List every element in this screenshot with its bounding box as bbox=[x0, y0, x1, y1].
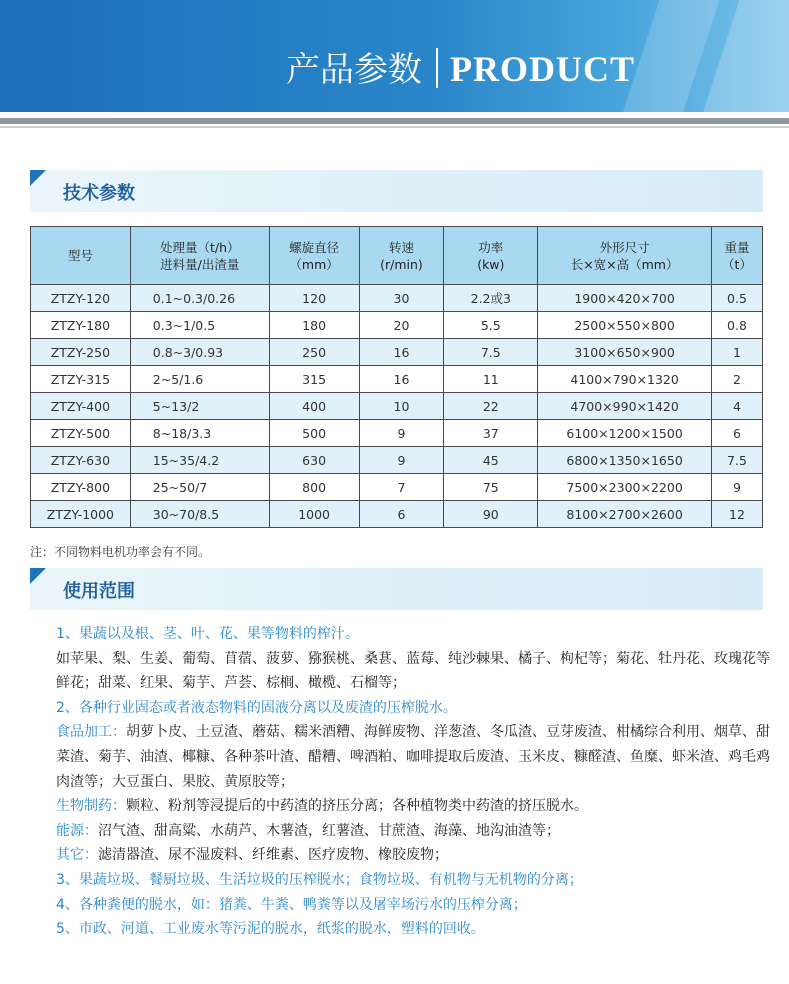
table-cell: 3100×650×900 bbox=[538, 339, 712, 366]
column-header: 处理量（t/h） 进料量/出渣量 bbox=[130, 227, 269, 285]
table-cell: 6 bbox=[712, 420, 763, 447]
table-cell: 120 bbox=[269, 285, 359, 312]
table-row bbox=[31, 339, 763, 366]
table-cell: 2500×550×800 bbox=[538, 312, 712, 339]
table-cell: 500 bbox=[269, 420, 359, 447]
table-row bbox=[31, 366, 763, 393]
energy-label: 能源： bbox=[56, 822, 98, 839]
table-cell: 30 bbox=[359, 285, 444, 312]
table-cell: 20 bbox=[359, 312, 444, 339]
table-row bbox=[31, 393, 763, 420]
table-row bbox=[31, 474, 763, 501]
table-body bbox=[31, 285, 763, 528]
usage-item-2: 2、各种行业固态或者液态物料的固液分离以及废渣的压榨脱水。 bbox=[56, 699, 457, 716]
table-cell: 0.1~0.3/0.26 bbox=[130, 285, 269, 312]
table-cell: 7500×2300×2200 bbox=[538, 474, 712, 501]
table-cell: 8~18/3.3 bbox=[130, 420, 269, 447]
table-cell: 4100×790×1320 bbox=[538, 366, 712, 393]
table-cell: 5.5 bbox=[444, 312, 538, 339]
usage-item-1: 1、果蔬以及根、茎、叶、花、果等物料的榨汁。 bbox=[56, 626, 359, 642]
table-cell: 4700×990×1420 bbox=[538, 393, 712, 420]
column-header: 重量 （t） bbox=[712, 227, 763, 285]
table-header-row bbox=[31, 227, 763, 285]
usage-section-title: 使用范围 bbox=[63, 581, 135, 602]
table-cell: 250 bbox=[269, 339, 359, 366]
table-cell: 800 bbox=[269, 474, 359, 501]
table-cell: 45 bbox=[444, 447, 538, 474]
table-cell: 0.5 bbox=[712, 285, 763, 312]
table-row bbox=[31, 447, 763, 474]
table-cell: 0.8~3/0.93 bbox=[130, 339, 269, 366]
table-cell: 7.5 bbox=[712, 447, 763, 474]
table-cell: 15~35/4.2 bbox=[130, 447, 269, 474]
table-cell: 8100×2700×2600 bbox=[538, 501, 712, 528]
table-cell: 7.5 bbox=[444, 339, 538, 366]
params-table bbox=[30, 226, 763, 528]
corner-mark-icon bbox=[30, 170, 46, 186]
usage-bio bbox=[30, 794, 770, 819]
table-cell: 315 bbox=[269, 366, 359, 393]
usage-energy bbox=[30, 819, 770, 844]
usage-item-5: 5、市政、河道、工业废水等污泥的脱水，纸浆的脱水，塑料的回收。 bbox=[56, 921, 485, 938]
table-cell: 1 bbox=[712, 339, 763, 366]
table-cell: 90 bbox=[444, 501, 538, 528]
other-label: 其它： bbox=[56, 847, 98, 864]
table-cell: 37 bbox=[444, 420, 538, 447]
table-cell: 6100×1200×1500 bbox=[538, 420, 712, 447]
column-header: 功率 (kw) bbox=[444, 227, 538, 285]
header-rule-thin bbox=[0, 126, 789, 128]
table-cell: 9 bbox=[359, 420, 444, 447]
table-cell: 5~13/2 bbox=[130, 393, 269, 420]
page-title bbox=[286, 42, 635, 92]
table-cell: ZTZY-500 bbox=[31, 420, 131, 447]
table-row bbox=[31, 501, 763, 528]
column-header: 外形尺寸 长×宽×高（mm） bbox=[538, 227, 712, 285]
table-cell: 4 bbox=[712, 393, 763, 420]
table-row bbox=[31, 420, 763, 447]
table-cell: 2~5/1.6 bbox=[130, 366, 269, 393]
table-cell: ZTZY-1000 bbox=[31, 501, 131, 528]
table-note: 注：不同物料电机功率会有不同。 bbox=[30, 545, 211, 559]
table-cell: 7 bbox=[359, 474, 444, 501]
column-header: 螺旋直径 （mm） bbox=[269, 227, 359, 285]
table-cell: 10 bbox=[359, 393, 444, 420]
title-divider bbox=[436, 48, 438, 88]
table-cell: 9 bbox=[712, 474, 763, 501]
table-row bbox=[31, 285, 763, 312]
usage-body bbox=[30, 622, 770, 942]
table-cell: 12 bbox=[712, 501, 763, 528]
bio-label: 生物制药： bbox=[56, 798, 126, 815]
column-header: 型号 bbox=[31, 227, 131, 285]
table-cell: 30~70/8.5 bbox=[130, 501, 269, 528]
table-cell: ZTZY-250 bbox=[31, 339, 131, 366]
table-cell: 2.2或3 bbox=[444, 285, 538, 312]
table-cell: 1000 bbox=[269, 501, 359, 528]
table-cell: 9 bbox=[359, 447, 444, 474]
tech-section-header bbox=[30, 170, 763, 212]
usage-section-header bbox=[30, 568, 763, 610]
table-cell: ZTZY-400 bbox=[31, 393, 131, 420]
table-cell: 2 bbox=[712, 366, 763, 393]
table-cell: 11 bbox=[444, 366, 538, 393]
table-cell: ZTZY-800 bbox=[31, 474, 131, 501]
column-header: 转速 (r/min) bbox=[359, 227, 444, 285]
corner-mark-icon bbox=[30, 568, 46, 584]
table-cell: 25~50/7 bbox=[130, 474, 269, 501]
table-cell: 1900×420×700 bbox=[538, 285, 712, 312]
usage-other bbox=[30, 843, 770, 868]
usage-item-4: 4、各种粪便的脱水，如：猪粪、牛粪、鸭粪等以及屠宰场污水的压榨分离； bbox=[56, 896, 527, 913]
table-cell: 630 bbox=[269, 447, 359, 474]
usage-item-1-detail: 如苹果、梨、生姜、葡萄、苜蓿、菠萝、猕猴桃、桑葚、蓝莓、纯沙棘果、橘子、枸杞等；菊花、牡丹花、玫瑰花等鲜花；甜菜、红果、菊芋、芦荟、棕榈、橄榄、石榴等； bbox=[56, 650, 770, 692]
energy-text: 沼气渣、甜高粱、水葫芦、木薯渣，红薯渣、甘蔗渣、海藻、地沟油渣等； bbox=[98, 822, 560, 839]
table-cell: 16 bbox=[359, 366, 444, 393]
usage-food bbox=[30, 720, 770, 794]
table-cell: 400 bbox=[269, 393, 359, 420]
header-banner bbox=[0, 0, 789, 112]
page-title-en: PRODUCT bbox=[450, 49, 635, 89]
food-text: 胡萝卜皮、土豆渣、蘑菇、糯米酒糟、海鲜废物、洋葱渣、冬瓜渣、豆芽废渣、柑橘综合利用、烟草、甜菜渣、菊芋、油渣、椰糠、各种茶叶渣、醋糟、啤酒粕、咖啡提取后废渣、玉米皮、糠醛渣、鱼糜、虾米渣、鸡毛鸡肉渣等；大豆蛋白、果胶、黄原胶等； bbox=[56, 724, 770, 790]
table-cell: 0.8 bbox=[712, 312, 763, 339]
table-cell: 6 bbox=[359, 501, 444, 528]
table-cell: 16 bbox=[359, 339, 444, 366]
food-label: 食品加工： bbox=[56, 724, 126, 741]
page-title-cn: 产品参数 bbox=[286, 50, 422, 90]
table-cell: ZTZY-315 bbox=[31, 366, 131, 393]
table-cell: ZTZY-630 bbox=[31, 447, 131, 474]
table-cell: 6800×1350×1650 bbox=[538, 447, 712, 474]
header-rule bbox=[0, 118, 789, 124]
table-row bbox=[31, 312, 763, 339]
table-cell: ZTZY-120 bbox=[31, 285, 131, 312]
table-cell: 75 bbox=[444, 474, 538, 501]
table-cell: 0.3~1/0.5 bbox=[130, 312, 269, 339]
table-cell: ZTZY-180 bbox=[31, 312, 131, 339]
table-cell: 22 bbox=[444, 393, 538, 420]
usage-item-3: 3、果蔬垃圾、餐厨垃圾、生活垃圾的压榨脱水；食物垃圾、有机物与无机物的分离； bbox=[56, 871, 583, 888]
other-text: 滤清器渣、尿不湿废料、纤维素、医疗废物、橡胶废物； bbox=[98, 847, 448, 864]
bio-text: 颗粒、粉剂等浸提后的中药渣的挤压分离；各种植物类中药渣的挤压脱水。 bbox=[126, 798, 588, 815]
tech-section-title: 技术参数 bbox=[63, 183, 135, 204]
table-cell: 180 bbox=[269, 312, 359, 339]
